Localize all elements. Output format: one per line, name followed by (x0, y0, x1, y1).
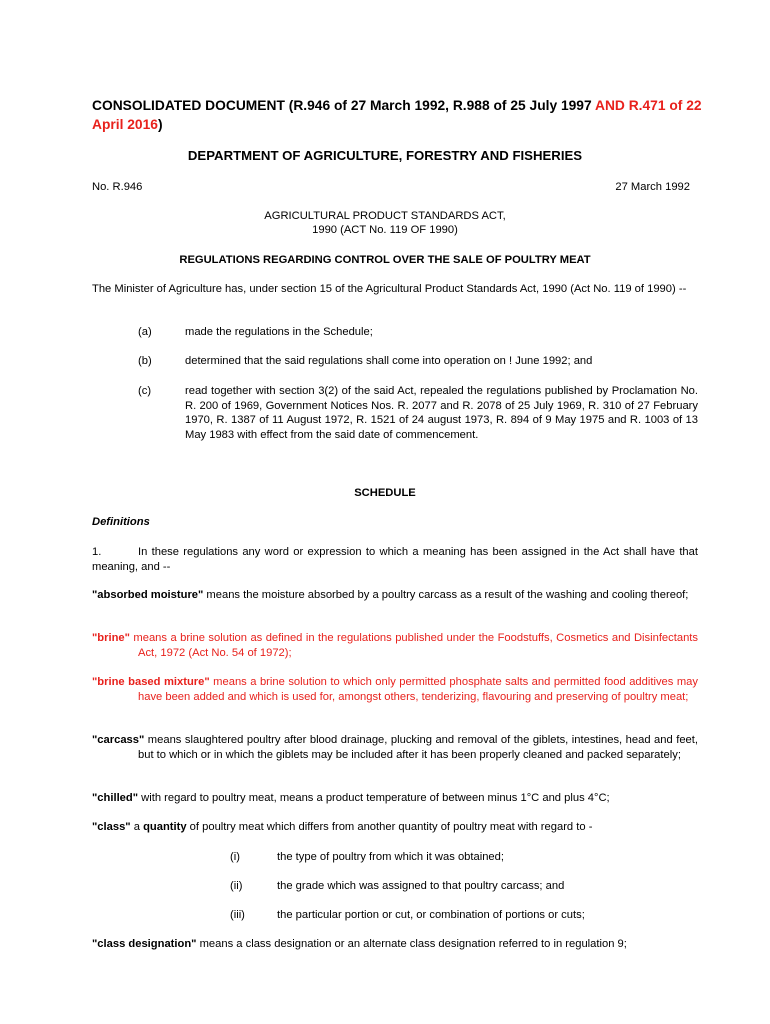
item-label: (ii) (230, 880, 243, 892)
item-text: the particular portion or cut, or combination of portions or cuts; (277, 909, 585, 921)
definition-term: "chilled" (92, 792, 139, 804)
clause-number: 1. (92, 546, 102, 558)
list-item (92, 384, 698, 459)
item-label: (i) (230, 851, 240, 863)
title-red: AND R.471 of 22 April 2016 (92, 98, 702, 132)
definition-emphasis: quantity (143, 821, 187, 833)
item-label: (iii) (230, 909, 245, 921)
item-text: determined that the said regulations shall come into operation on ! June 1992; and (185, 355, 593, 367)
regulations-title: REGULATIONS REGARDING CONTROL OVER THE SALE OF POULTRY MEAT (179, 254, 591, 266)
item-text: made the regulations in the Schedule; (185, 326, 373, 338)
definition-text: means slaughtered poultry after blood drainage, plucking and removal of the giblets, intestines, head and feet, but to which or in which the giblets may be included after it has been properly cleaned and packed separately; (138, 734, 698, 761)
notice-number: No. R.946 (92, 181, 143, 193)
item-text: the type of poultry from which it was obtained; (277, 851, 504, 863)
list-item (230, 908, 700, 923)
definition-term: "brine based mixture" (92, 676, 210, 688)
definition-text: a (130, 821, 144, 833)
notice-date: 27 March 1992 (615, 181, 690, 193)
document-title (92, 96, 712, 134)
act-line-2: 1990 (ACT No. 119 OF 1990) (312, 224, 458, 236)
definition-class-designation (92, 937, 698, 952)
definition-brine-based-mixture (92, 675, 698, 704)
list-item (92, 325, 698, 340)
definition-absorbed-moisture (92, 588, 698, 603)
definition-term: "class designation" (92, 938, 197, 950)
act-line-1: AGRICULTURAL PRODUCT STANDARDS ACT, (264, 210, 506, 222)
title-black: CONSOLIDATED DOCUMENT (R.946 of 27 March 1992, R.988 of 25 July 1997 (92, 98, 595, 113)
definitions-heading: Definitions (92, 516, 150, 528)
definition-text: means a brine solution to which only permitted phosphate salts and permitted food additives may have been added and which is used for, amongst others, tenderizing, flavouring and preserving of poultry meat; (138, 676, 698, 703)
definition-text: means a class designation or an alternate class designation referred to in regulation 9; (196, 938, 627, 950)
clause-text: In these regulations any word or expression to which a meaning has been assigned in the Act shall have that meaning, and -- (92, 546, 698, 573)
definition-term: "class" (92, 821, 131, 833)
definition-carcass (92, 733, 698, 762)
definition-brine (92, 631, 698, 660)
definition-term: "brine" (92, 632, 130, 644)
item-text: the grade which was assigned to that poultry carcass; and (277, 880, 565, 892)
list-item (230, 879, 700, 894)
definition-term: "absorbed moisture" (92, 589, 204, 601)
schedule-heading: SCHEDULE (354, 487, 416, 499)
intro-paragraph: The Minister of Agriculture has, under section 15 of the Agricultural Product Standards Act, 1990 (Act No. 119 of 1990) -- (92, 283, 687, 295)
item-text: read together with section 3(2) of the said Act, repealed the regulations published by Proclamation No. R. 200 of 1969, Government Notices Nos. R. 2077 and R. 2078 of 25 July 1969, R. 310 of 27 February 1970, R. 1387 of 11 August 1972, R. 1521 of 24 august 1973, R. 894 of 9 May 1975 and R. 1003 of 13 May 1983 with effect from the said date of commencement. (185, 385, 698, 441)
definition-class (92, 820, 698, 835)
item-label: (b) (138, 355, 152, 367)
definition-text: means a brine solution as defined in the regulations published under the Foodstuffs, Cosmetics and Disinfectants Act, 1972 (Act No. 54 of 1972); (129, 632, 698, 659)
item-label: (c) (138, 385, 152, 397)
definition-text: with regard to poultry meat, means a product temperature of between minus 1°C and plus 4°C; (138, 792, 610, 804)
title-close: ) (157, 117, 163, 132)
department-heading: DEPARTMENT OF AGRICULTURE, FORESTRY AND FISHERIES (187, 148, 583, 163)
definition-term: "carcass" (92, 734, 145, 746)
definition-chilled (92, 791, 698, 806)
list-item (230, 850, 700, 865)
definition-text: of poultry meat which differs from another quantity of poultry meat with regard to - (186, 821, 593, 833)
list-item (92, 354, 698, 369)
definition-text: means the moisture absorbed by a poultry carcass as a result of the washing and cooling thereof; (203, 589, 689, 601)
clause-1 (92, 545, 698, 574)
notice-line (92, 180, 690, 195)
item-label: (a) (138, 326, 152, 338)
